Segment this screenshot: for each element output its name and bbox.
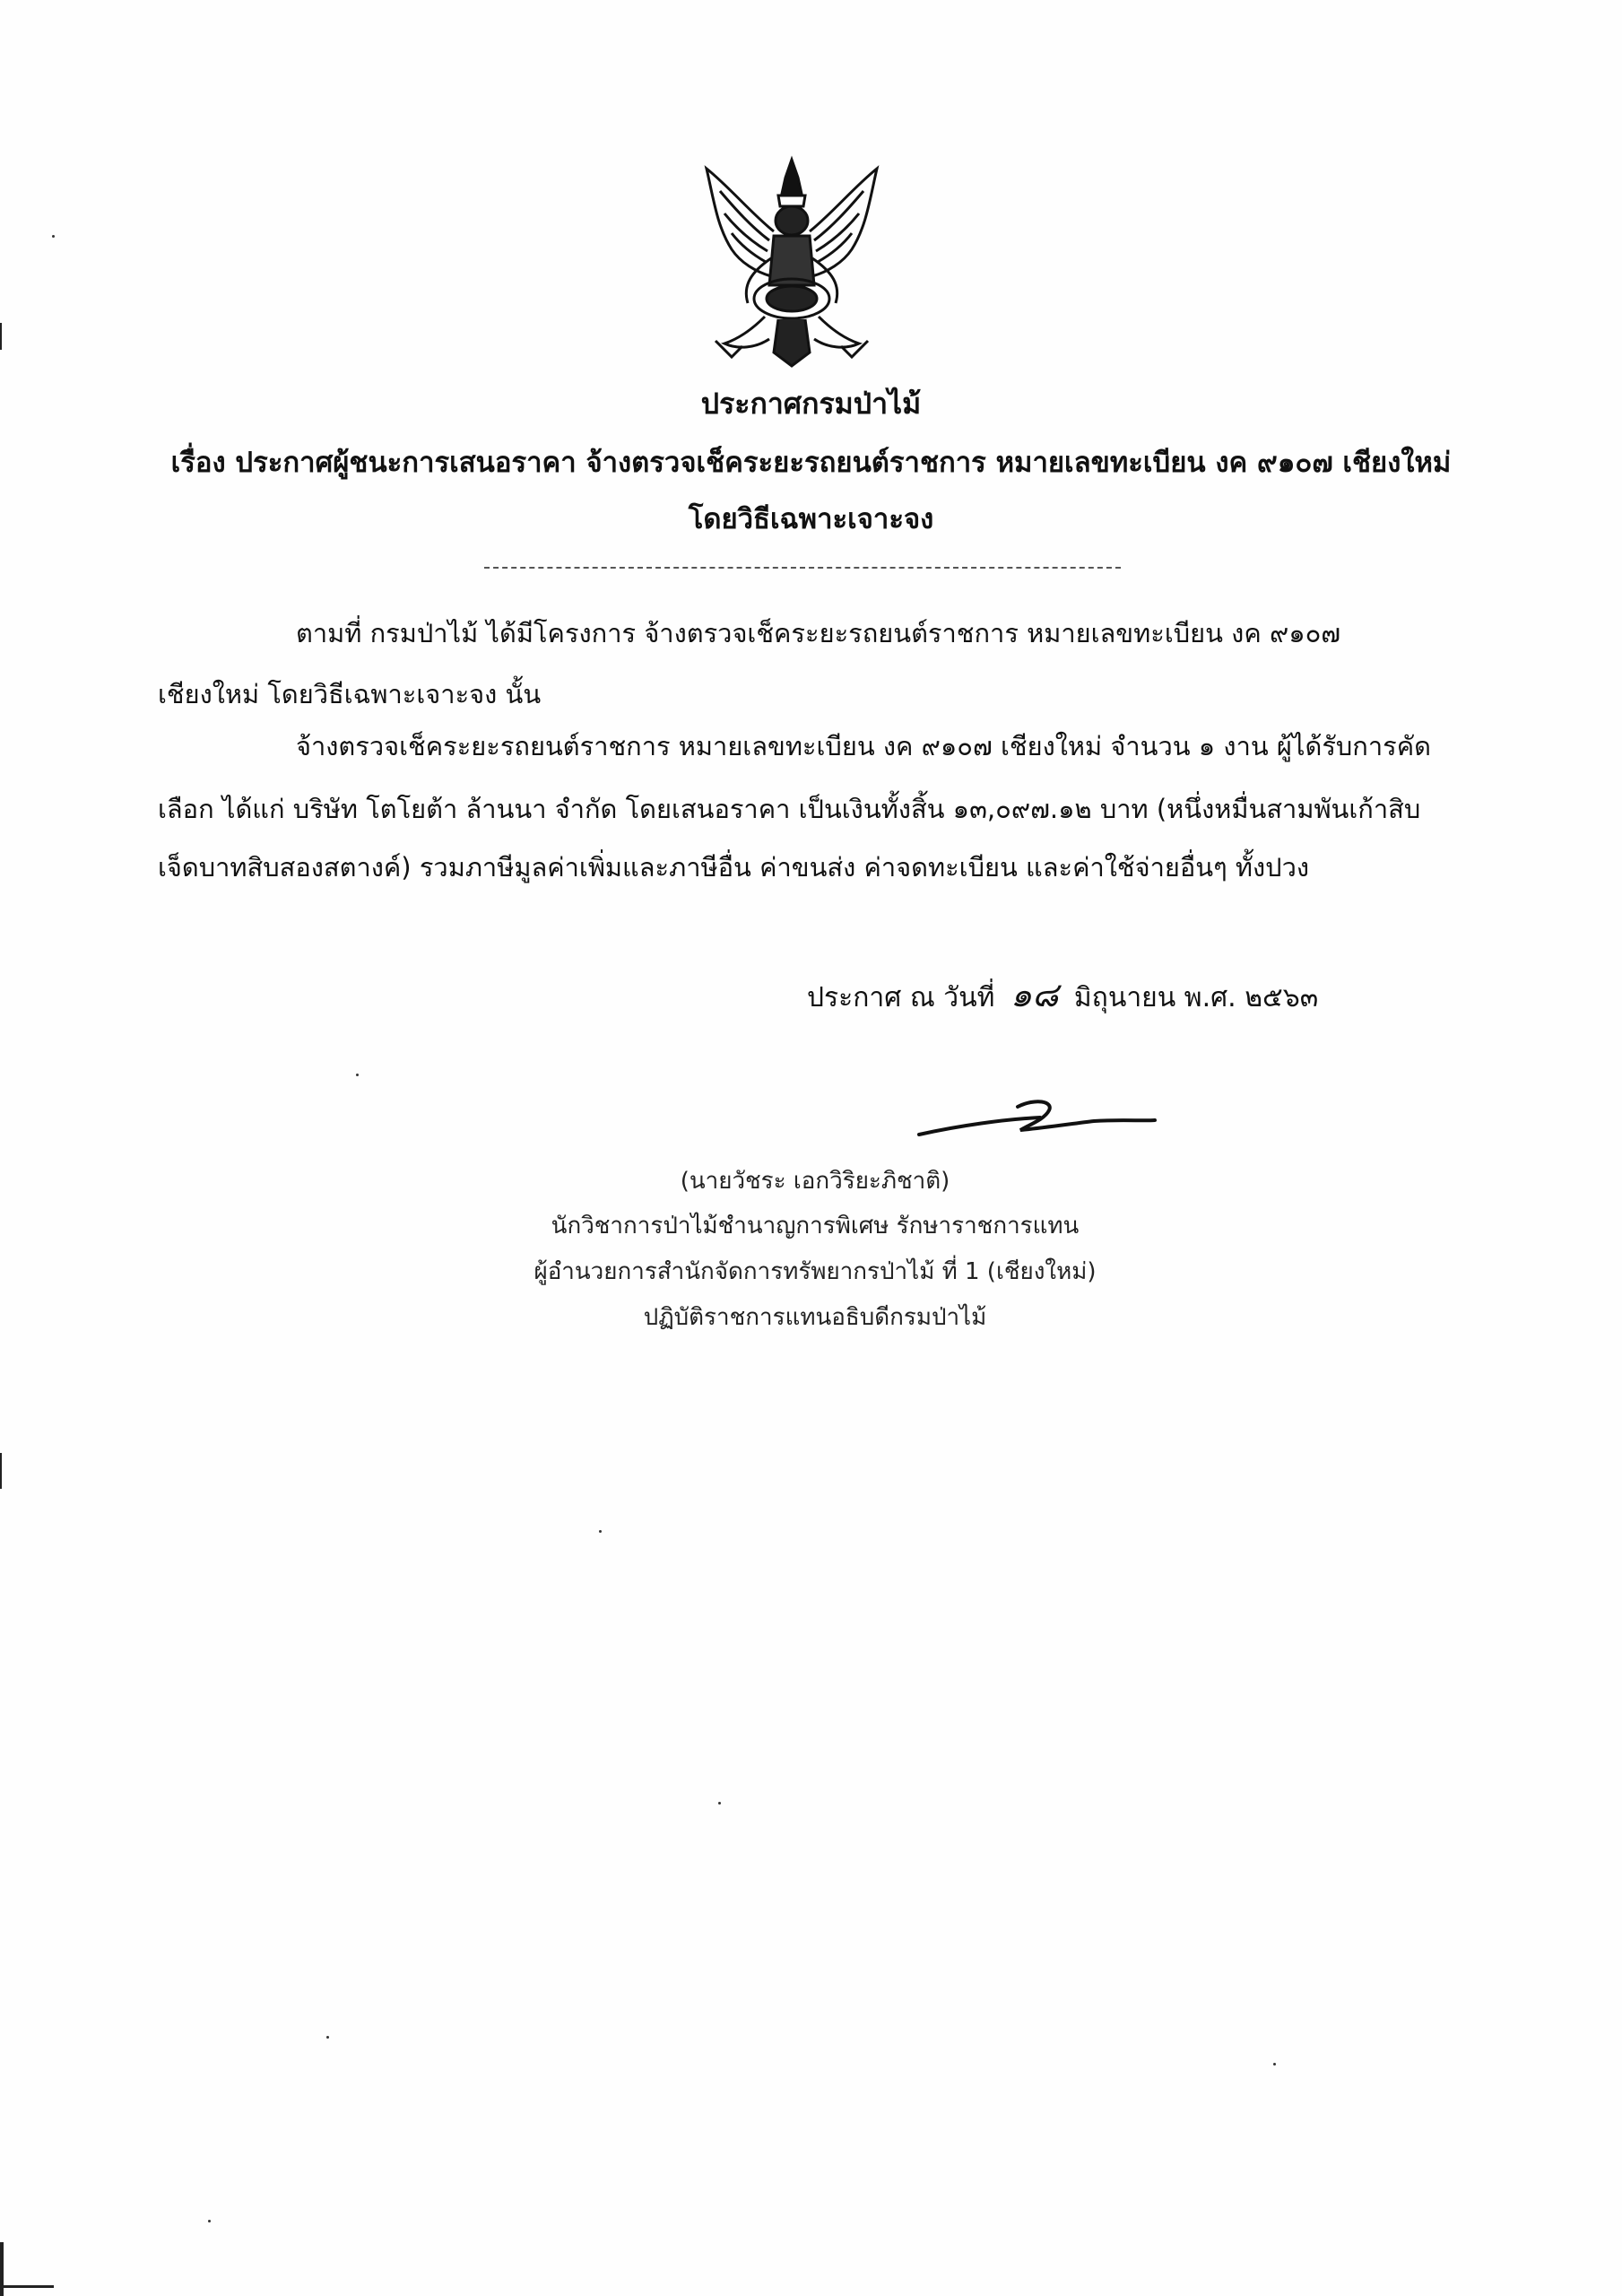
procurement-method: โดยวิธีเฉพาะเจาะจง bbox=[688, 503, 934, 535]
signer-position-3: ปฏิบัติราชการแทนอธิบดีกรมป่าไม้ bbox=[643, 1304, 987, 1331]
handwritten-signature-icon bbox=[915, 1094, 1157, 1148]
scan-edge-mark bbox=[0, 2285, 54, 2288]
garuda-emblem-icon bbox=[689, 151, 895, 375]
dashed-divider bbox=[484, 567, 1121, 569]
scan-edge-mark bbox=[0, 323, 2, 350]
signer-position-1: นักวิชาการป่าไม้ชำนาญการพิเศษ รักษาราชการแทน bbox=[551, 1213, 1080, 1239]
signer-position-2: ผู้อำนวยการสำนักจัดการทรัพยากรป่าไม้ ที่ 1 (เชียงใหม่) bbox=[533, 1258, 1097, 1285]
scan-speck bbox=[326, 2036, 329, 2039]
scan-edge-mark bbox=[0, 1453, 2, 1489]
document-title: ประกาศกรมป่าไม้ bbox=[700, 387, 922, 421]
scan-edge-mark bbox=[0, 2242, 4, 2296]
document-subject: เรื่อง ประกาศผู้ชนะการเสนอราคา จ้างตรวจเช็คระยะรถยนต์ราชการ หมายเลขทะเบียน งค ๙๑๐๗ เชียงใหม่ bbox=[170, 447, 1452, 479]
date-day: ๑๘ bbox=[1010, 975, 1059, 1014]
paragraph-1-line-2: เชียงใหม่ โดยวิธีเฉพาะเจาะจง นั้น bbox=[158, 679, 542, 709]
announcement-date bbox=[807, 967, 1318, 1022]
scan-speck bbox=[1273, 2063, 1276, 2066]
paragraph-1-line-1: ตามที่ กรมป่าไม้ ได้มีโครงการ จ้างตรวจเช็คระยะรถยนต์ราชการ หมายเลขทะเบียน งค ๙๑๐๗ bbox=[296, 618, 1341, 648]
scan-speck bbox=[52, 235, 55, 238]
paragraph-2-line-2: เลือก ได้แก่ บริษัท โตโยต้า ล้านนา จำกัด โดยเสนอราคา เป็นเงินทั้งสิ้น ๑๓,๐๙๗.๑๒ บาท (หนึ่งหมื่นสามพันเก้าสิบ bbox=[158, 794, 1421, 824]
scan-speck bbox=[356, 1074, 359, 1076]
scan-speck bbox=[718, 1802, 721, 1805]
date-month-year: มิถุนายน พ.ศ. ๒๕๖๓ bbox=[1073, 982, 1319, 1013]
signer-name: (นายวัชระ เอกวิริยะภิชาติ) bbox=[680, 1168, 950, 1195]
scan-speck bbox=[599, 1530, 602, 1533]
date-prefix: ประกาศ ณ วันที่ bbox=[807, 982, 995, 1013]
paragraph-2-line-1: จ้างตรวจเช็คระยะรถยนต์ราชการ หมายเลขทะเบียน งค ๙๑๐๗ เชียงใหม่ จำนวน ๑ งาน ผู้ได้รับการคัด bbox=[296, 731, 1431, 761]
scan-speck bbox=[208, 2220, 211, 2222]
paragraph-2-line-3: เจ็ดบาทสิบสองสตางค์) รวมภาษีมูลค่าเพิ่มและภาษีอื่น ค่าขนส่ง ค่าจดทะเบียน และค่าใช้จ่ายอื่นๆ ทั้งปวง bbox=[158, 852, 1310, 883]
